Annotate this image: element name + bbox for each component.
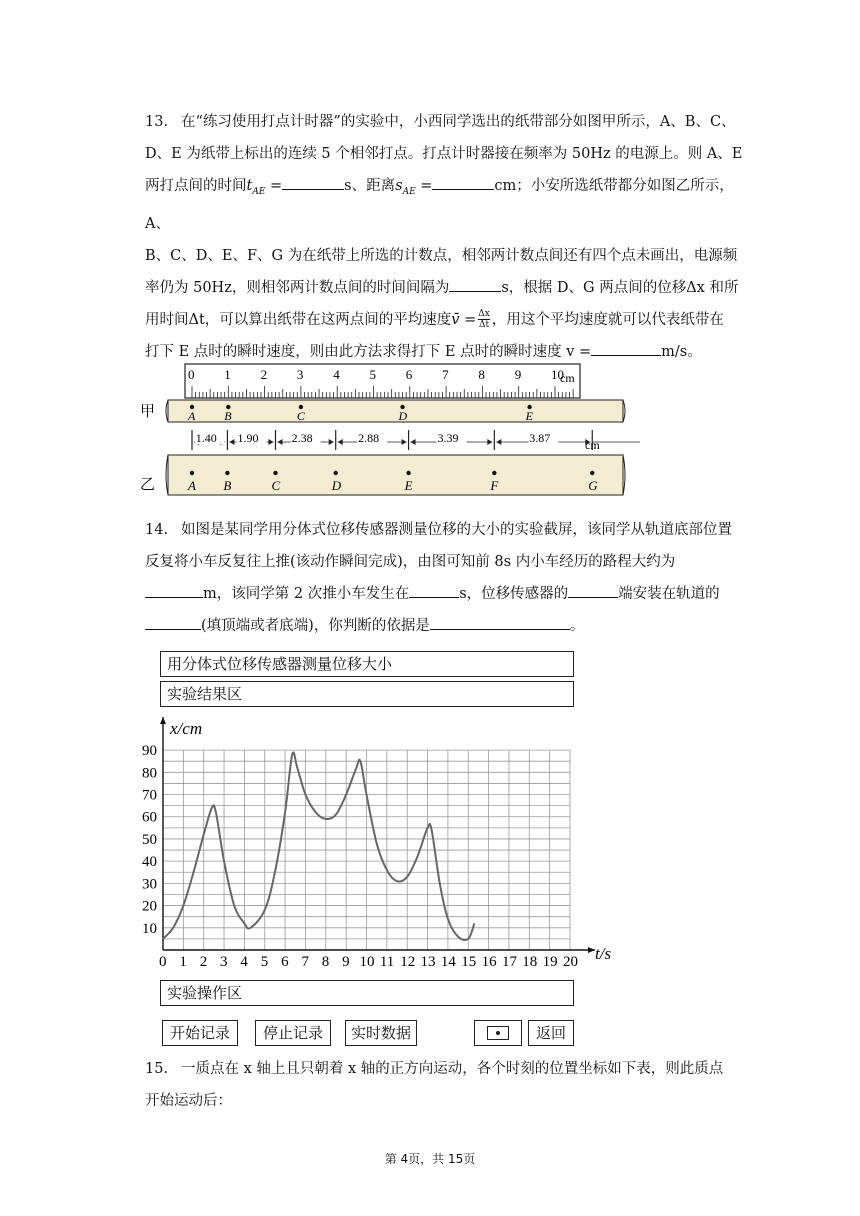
ruler-tick-label: 8 xyxy=(478,367,485,382)
page-footer: 第 4页，共 15页 xyxy=(384,1152,476,1166)
tape-point-label: B xyxy=(224,409,232,423)
x-tick-label: 5 xyxy=(260,954,269,970)
x-tick-label: 6 xyxy=(281,954,289,970)
dot-box-icon xyxy=(487,1026,509,1040)
ruler-tick-label: 7 xyxy=(442,367,449,382)
q15-line-2: 开始运动后： xyxy=(145,1093,232,1109)
tape-point-label: E xyxy=(404,478,413,493)
q13-line-3: 两打点间的时间$t_{AE} = s$、距离$s_{AE}$ = cm；小安所选纸带都分如图乙所示，A、 xyxy=(145,170,745,240)
q13-line-6: 用时间Δt，可以算出纸带在这两点间的平均速度v̄ = $\frac{\Delta x}{\Delta t}$ ，用这个平均速度就可以代表纸带在 xyxy=(145,309,724,331)
tape-point-label: F xyxy=(490,478,499,493)
segment-length-label: 3.87 xyxy=(529,431,551,445)
q13-line-7: 打下 E 点时的瞬时速度，则由此方法求得打下 E 点时的瞬时速度 v = m/s。 xyxy=(145,336,745,368)
x-tick-label: 16 xyxy=(481,954,497,970)
q13-line-2: D、E 为纸带上标出的连续 5 个相邻打点。打点计时器接在频率为 50Hz 的电源上。则 A、E xyxy=(145,146,743,162)
q15-line-1: 15. 一质点在 x 轴上且只朝着 x 轴的正方向运动，各个时刻的位置坐标如下表，则此质点 xyxy=(145,1053,745,1085)
ruler-tick-label: 6 xyxy=(405,367,413,382)
x-tick-label: 8 xyxy=(321,954,330,970)
y-tick-label: 20 xyxy=(142,898,157,915)
segment-length-label: 2.88 xyxy=(358,431,380,445)
answer-blank-second-push[interactable] xyxy=(409,581,459,598)
displacement-chart xyxy=(140,712,630,972)
answer-blank-distance[interactable] xyxy=(145,581,203,598)
y-tick-label: 80 xyxy=(142,765,157,782)
ruler-tick-label: 4 xyxy=(333,367,340,382)
answer-blank-velocity[interactable] xyxy=(591,339,661,356)
question-13 xyxy=(145,106,745,368)
x-tick-label: 7 xyxy=(301,954,309,970)
tape-figure xyxy=(130,362,640,502)
tape-point xyxy=(273,471,277,475)
q13-line-5: 率仍为 50Hz，则相邻两计数点间的时间间隔为 s，根据 D、G 两点间的位移Δx 和所 xyxy=(145,272,745,304)
tape-point-label: C xyxy=(271,478,281,493)
x-tick-label: 3 xyxy=(220,954,228,970)
tape-point xyxy=(190,471,194,475)
ruler-tick-label: 3 xyxy=(296,367,304,382)
answer-blank-sae[interactable] xyxy=(432,173,494,190)
x-tick-label: 20 xyxy=(563,954,578,970)
y-tick-label: 40 xyxy=(142,854,157,871)
y-tick-label: 50 xyxy=(142,831,157,848)
ruler-tick-label: 5 xyxy=(369,367,376,382)
x-tick-label: 4 xyxy=(240,954,248,970)
chart-tick-labels xyxy=(142,743,578,970)
back-button[interactable]: 返回 xyxy=(528,1020,574,1046)
x-tick-label: 13 xyxy=(420,954,436,970)
y-tick-label: 10 xyxy=(142,920,157,937)
question-14 xyxy=(145,514,745,642)
label-jia: 甲 xyxy=(140,404,156,420)
q14-line-4: (填顶端或者底端)，你判断的依据是 。 xyxy=(145,610,745,642)
x-tick-label: 11 xyxy=(379,954,395,970)
x-tick-label: 15 xyxy=(461,954,477,970)
answer-blank-top-bottom[interactable] xyxy=(145,613,201,630)
realtime-data-button[interactable]: 实时数据 xyxy=(345,1020,417,1046)
answer-blank-sensor-end[interactable] xyxy=(568,581,618,598)
tape-point-label: D xyxy=(331,478,342,493)
segment-length-label: 2.38 xyxy=(291,431,313,445)
tape-yi xyxy=(168,455,623,495)
chart-axes xyxy=(160,717,595,953)
x-tick-label: 19 xyxy=(542,954,558,970)
tape-point xyxy=(334,471,338,475)
chart-grid xyxy=(163,750,570,950)
q14-line-2: 反复将小车反复往上推(该动作瞬间完成)，由图可知前 8s 内小车经历的路程大约为 xyxy=(145,554,676,570)
tape-point xyxy=(406,471,410,475)
question-15 xyxy=(145,1053,745,1117)
q14-number: 14. xyxy=(145,522,169,538)
q13-line-4: B、C、D、E、F、G 为在纸带上所选的计数点，相邻两计数点间还有四个点未画出，电源频 xyxy=(145,247,738,264)
segment-length-label: 3.39 xyxy=(437,431,459,445)
ruler-tick-label: 0 xyxy=(188,367,195,382)
x-tick-label: 12 xyxy=(400,954,416,970)
y-tick-label: 90 xyxy=(142,743,157,760)
start-record-button[interactable]: 开始记录 xyxy=(162,1020,238,1046)
q13-line-1: 13. 在“练习使用打点计时器”的实验中，小西同学选出的纸带部分如图甲所示，A、B、C、 xyxy=(145,106,745,138)
q14-line-3: m，该同学第 2 次推小车发生在 s，位移传感器的 端安装在轨道的 xyxy=(145,578,745,610)
y-tick-label: 30 xyxy=(142,876,157,893)
segment-length-label: 1.90 xyxy=(237,431,259,445)
y-tick-label: 70 xyxy=(142,787,157,804)
x-axis-label: t/s xyxy=(595,944,612,963)
segment-length-label: 1.40 xyxy=(195,431,217,445)
tape-point-label: D xyxy=(398,409,408,423)
ruler-tick-label: 10 xyxy=(551,367,564,382)
tape-point-label: G xyxy=(588,478,598,493)
tape-point-label: B xyxy=(223,478,232,493)
tape-point xyxy=(492,471,496,475)
experiment-title-box: 用分体式位移传感器测量位移大小 xyxy=(160,651,574,677)
ruler-tick-label: 9 xyxy=(514,367,522,382)
tape-yi-measurements xyxy=(192,430,640,450)
answer-blank-interval[interactable] xyxy=(449,275,501,292)
x-tick-label: 18 xyxy=(522,954,538,970)
q14-line-1: 14. 如图是某同学用分体式位移传感器测量位移的大小的实验截屏，该同学从轨道底部位置 xyxy=(145,514,745,546)
x-tick-label: 9 xyxy=(342,954,350,970)
yi-unit: cm xyxy=(585,438,600,452)
operation-area-box: 实验操作区 xyxy=(160,980,574,1006)
stop-record-button[interactable]: 停止记录 xyxy=(255,1020,331,1046)
x-tick-label: 0 xyxy=(159,954,167,970)
tape-point-label: E xyxy=(525,409,533,423)
x-tick-label: 14 xyxy=(440,954,456,970)
q15-number: 15. xyxy=(145,1061,169,1077)
q13-number: 13. xyxy=(145,114,169,130)
label-yi: 乙 xyxy=(140,477,156,493)
tape-point-label: C xyxy=(296,409,305,423)
tape-point xyxy=(225,471,229,475)
result-area-box: 实验结果区 xyxy=(160,681,574,707)
x-tick-label: 10 xyxy=(359,954,375,970)
tape-point-label: A xyxy=(188,478,196,493)
tape-jia xyxy=(168,400,623,422)
ruler-tick-label: 2 xyxy=(260,367,268,382)
y-axis-label: x/cm xyxy=(170,719,203,738)
x-tick-label: 1 xyxy=(179,954,187,970)
x-tick-label: 17 xyxy=(501,954,517,970)
answer-blank-tae[interactable] xyxy=(282,173,344,190)
tape-point xyxy=(590,471,594,475)
tape-point-label: A xyxy=(188,409,196,423)
answer-blank-reason[interactable] xyxy=(430,613,570,630)
ruler-tick-label: 1 xyxy=(224,367,231,382)
x-tick-label: 2 xyxy=(199,954,208,970)
y-tick-label: 60 xyxy=(142,809,157,826)
record-point-button[interactable] xyxy=(474,1020,522,1046)
fraction-dx-dt: $\frac{\Delta x}{\Delta t}$ xyxy=(478,309,490,331)
ruler-unit: cm xyxy=(560,371,575,385)
